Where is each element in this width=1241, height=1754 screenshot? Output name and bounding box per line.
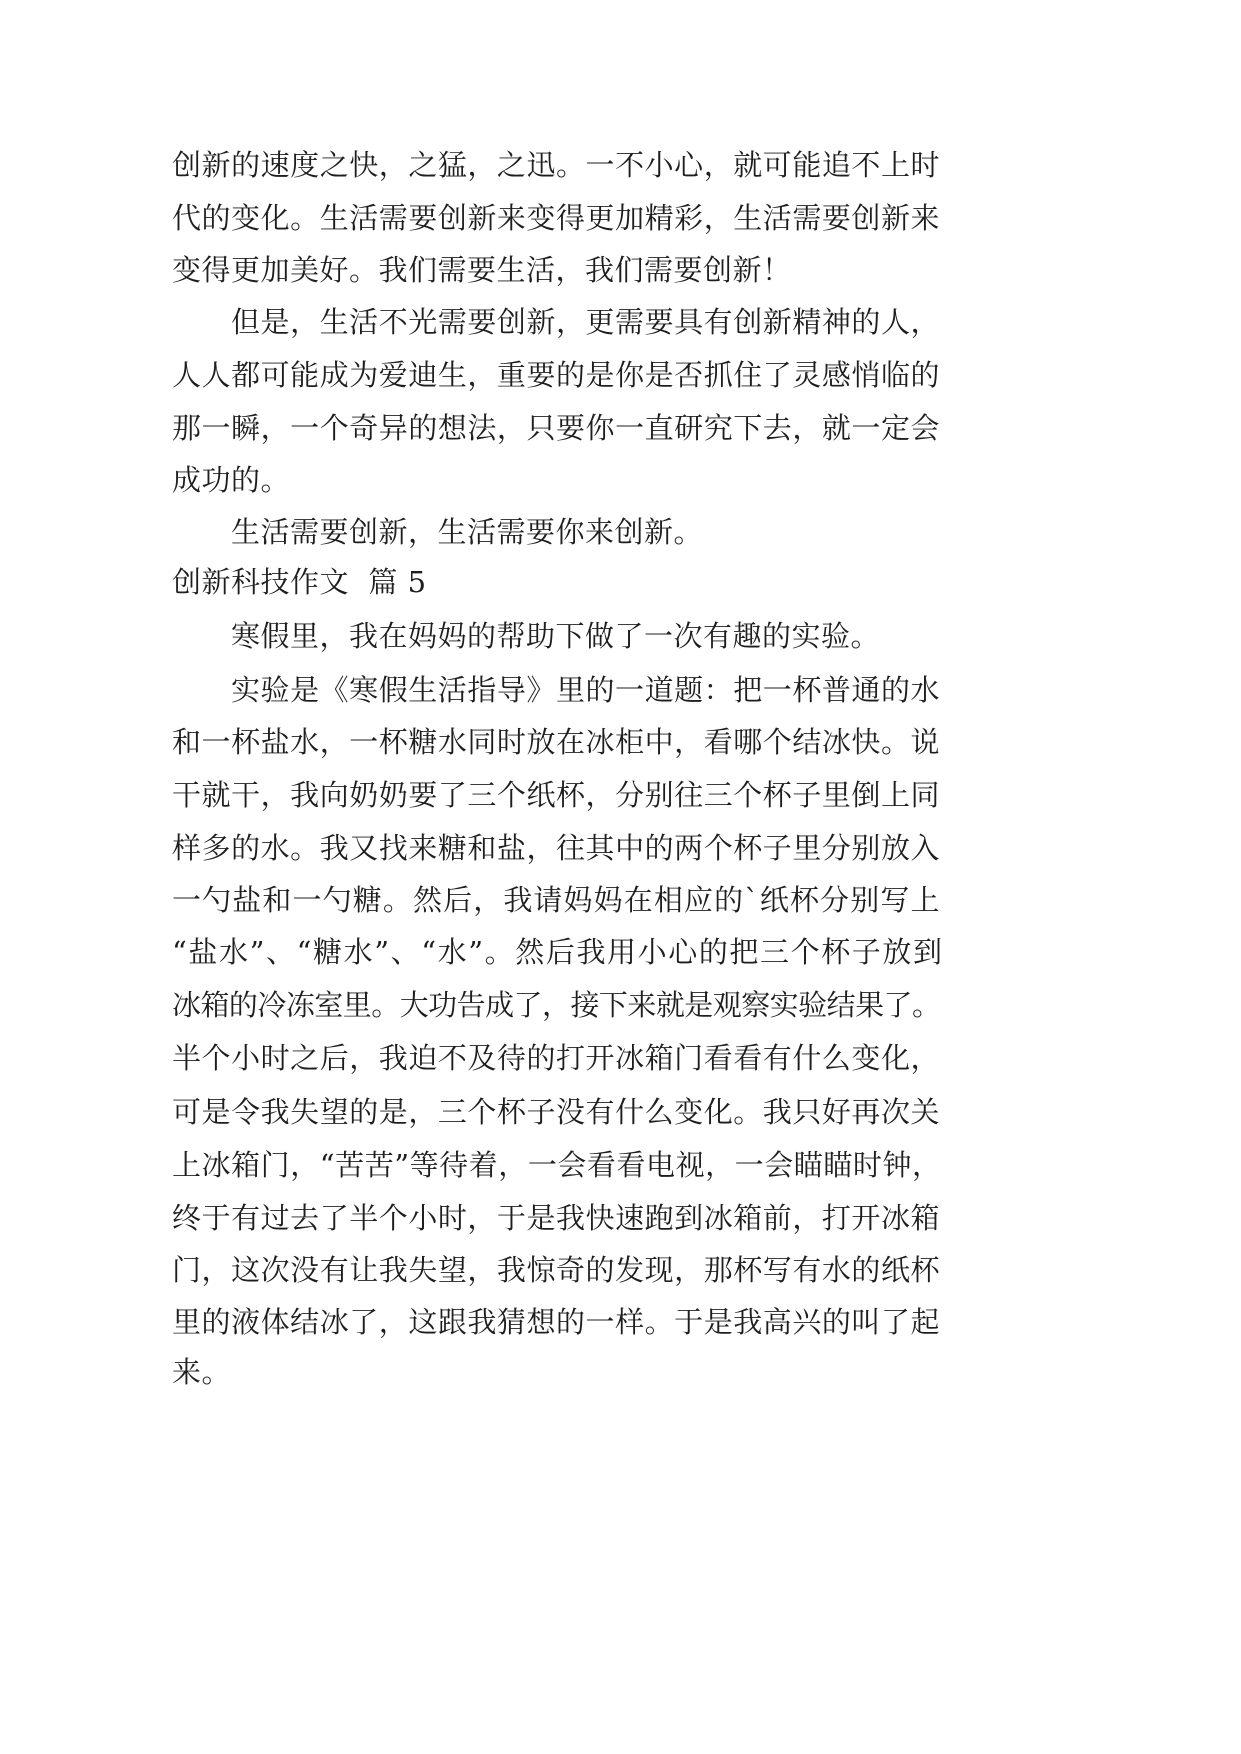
text-line: 变得更加美好。我们需要生活，我们需要创新！ — [172, 253, 792, 287]
text-line: 里的液体结冰了，这跟我猜想的一样。于是我高兴的叫了起 — [172, 1305, 940, 1339]
text-line: “盐水”、“糖水”、“水”。然后我用小心的把三个杯子放到 — [172, 935, 940, 969]
text-line: 一勺盐和一勺糖。然后，我请妈妈在相应的`纸杯分别写上 — [172, 883, 940, 917]
text-line: 上冰箱门，“苦苦”等待着，一会看看电视，一会瞄瞄时钟， — [172, 1148, 940, 1182]
text-line: 实验是《寒假生活指导》里的一道题：把一杯普通的水 — [231, 673, 940, 707]
text-line: 样多的水。我又找来糖和盐，往其中的两个杯子里分别放入 — [172, 831, 940, 865]
text-line: 寒假里，我在妈妈的帮助下做了一次有趣的实验。 — [231, 619, 881, 653]
text-line: 那一瞬，一个奇异的想法，只要你一直研究下去，就一定会 — [172, 411, 940, 445]
text-line: 但是，生活不光需要创新，更需要具有创新精神的人， — [231, 305, 940, 339]
text-line: 创新的速度之快，之猛，之迅。一不小心，就可能追不上时 — [172, 148, 940, 182]
section-heading: 创新科技作文 篇 5 — [172, 565, 427, 599]
text-line: 半个小时之后，我迫不及待的打开冰箱门看看有什么变化， — [172, 1041, 940, 1075]
text-line: 和一杯盐水，一杯糖水同时放在冰柜中，看哪个结冰快。说 — [172, 725, 940, 759]
text-line: 冰箱的冷冻室里。大功告成了，接下来就是观察实验结果了。 — [172, 988, 940, 1022]
text-line: 门，这次没有让我失望，我惊奇的发现，那杯写有水的纸杯 — [172, 1253, 940, 1287]
text-line: 人人都可能成为爱迪生，重要的是你是否抓住了灵感悄临的 — [172, 358, 940, 392]
text-line: 干就干，我向奶奶要了三个纸杯，分别往三个杯子里倒上同 — [172, 778, 940, 812]
text-line: 代的变化。生活需要创新来变得更加精彩，生活需要创新来 — [172, 201, 940, 235]
text-line: 生活需要创新，生活需要你来创新。 — [231, 515, 704, 549]
text-line: 终于有过去了半个小时，于是我快速跑到冰箱前，打开冰箱 — [172, 1201, 940, 1235]
text-line: 可是令我失望的是，三个杯子没有什么变化。我只好再次关 — [172, 1095, 940, 1129]
text-line: 成功的。 — [172, 463, 291, 497]
text-line: 来。 — [172, 1355, 232, 1389]
